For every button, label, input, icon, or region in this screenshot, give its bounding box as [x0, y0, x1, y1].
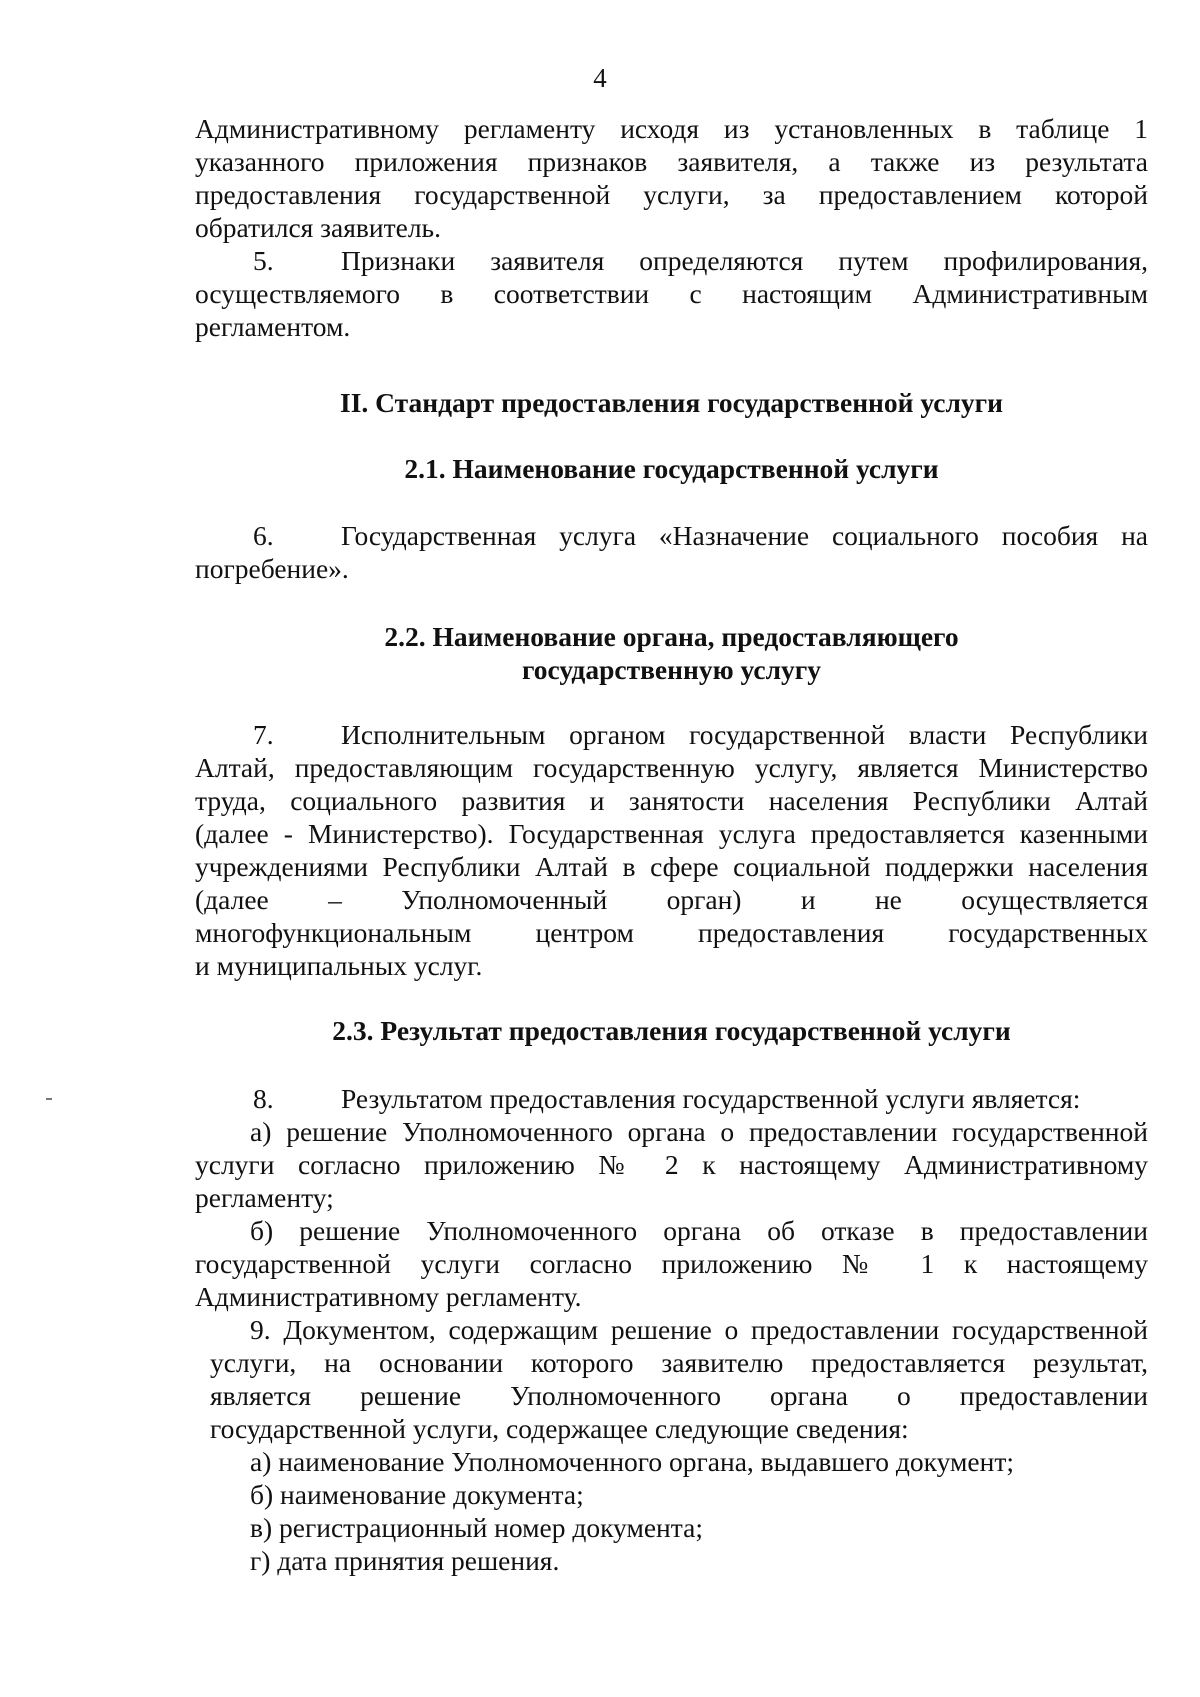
subsection-2-3-title: 2.3. Результат предоставления государственной услуги	[332, 1015, 1011, 1046]
paragraph-8-b-line-2: государственной услуги согласно приложению № 1 к настоящему	[195, 1248, 1148, 1279]
intro-line-1: Административному регламенту исходя из установленных в таблице 1	[195, 113, 1148, 144]
paragraph-7-text: Исполнительным органом государственной власти Республики	[341, 719, 1148, 750]
paragraph-9-item-d: г) дата принятия решения.	[250, 1545, 560, 1576]
paragraph-8-a-line-3: регламенту;	[195, 1182, 334, 1213]
paragraph-9-item-b: б) наименование документа;	[250, 1479, 584, 1510]
subsection-2-2-title-line-2: государственную услугу	[522, 654, 821, 685]
paragraph-6-line-2: погребение».	[195, 553, 349, 584]
paragraph-8-a-line-1: а) решение Уполномоченного органа о предоставлении государственной	[250, 1116, 1148, 1147]
paragraph-9-line-3: является решение Уполномоченного органа о предоставлении	[210, 1380, 1148, 1411]
paragraph-9-line-2: услуги, на основании которого заявителю предоставляется результат,	[210, 1347, 1148, 1378]
paragraph-7-line-4: (далее - Министерство). Государственная услуга предоставляется казенными	[195, 818, 1148, 849]
paragraph-7-line-7: многофункциональным центром предоставления государственных	[195, 917, 1148, 948]
paragraph-7-number: 7.	[253, 719, 274, 750]
margin-mark	[46, 1098, 52, 1100]
subsection-2-1-title: 2.1. Наименование государственной услуги	[404, 453, 939, 484]
paragraph-7-line-8: и муниципальных услуг.	[195, 950, 483, 981]
paragraph-8-b-line-1: б) решение Уполномоченного органа об отказе в предоставлении	[250, 1215, 1148, 1246]
paragraph-8-number: 8.	[253, 1083, 274, 1114]
paragraph-6-text: Государственная услуга «Назначение социального пособия на	[341, 520, 1148, 551]
paragraph-6-line-1	[195, 519, 1148, 552]
paragraph-5-number: 5.	[253, 245, 274, 276]
section-2-title: II. Стандарт предоставления государственной услуги	[340, 387, 1003, 418]
paragraph-8-a-line-2: услуги согласно приложению № 2 к настоящему Административному	[195, 1149, 1148, 1180]
paragraph-6-number: 6.	[253, 520, 274, 551]
intro-line-2: указанного приложения признаков заявителя, а также из результата	[195, 146, 1148, 177]
paragraph-5-line-3: регламентом.	[195, 311, 351, 342]
paragraph-5-text: Признаки заявителя определяются путем профилирования,	[341, 245, 1148, 276]
intro-line-3: предоставления государственной услуги, за предоставлением которой	[195, 179, 1148, 210]
paragraph-8-b-line-3: Административному регламенту.	[195, 1281, 582, 1312]
paragraph-5-line-2: осуществляемого в соответствии с настоящим Административным	[195, 278, 1148, 309]
paragraph-7-line-6: (далее – Уполномоченный орган) и не осуществляется	[195, 884, 1148, 915]
paragraph-8-text: Результатом предоставления государственной услуги является:	[341, 1083, 1081, 1114]
subsection-2-2-title-line-1: 2.2. Наименование органа, предоставляющего	[384, 621, 959, 652]
paragraph-5-line-1	[195, 244, 1148, 277]
paragraph-7-line-2: Алтай, предоставляющим государственную услугу, является Министерство	[195, 752, 1148, 783]
paragraph-7-line-1	[195, 718, 1148, 751]
paragraph-9-line-1: 9. Документом, содержащим решение о предоставлении государственной	[250, 1314, 1148, 1345]
paragraph-7-line-5: учреждениями Республики Алтай в сфере социальной поддержки населения	[195, 851, 1148, 882]
paragraph-9-line-4: государственной услуги, содержащее следующие сведения:	[210, 1413, 909, 1444]
paragraph-9-item-a: а) наименование Уполномоченного органа, выдавшего документ;	[250, 1446, 1014, 1477]
intro-line-4: обратился заявитель.	[195, 212, 441, 243]
page-number: 4	[593, 63, 607, 93]
paragraph-8-line-1	[195, 1082, 1148, 1115]
paragraph-9-item-c: в) регистрационный номер документа;	[250, 1512, 703, 1543]
paragraph-7-line-3: труда, социального развития и занятости населения Республики Алтай	[195, 785, 1148, 816]
